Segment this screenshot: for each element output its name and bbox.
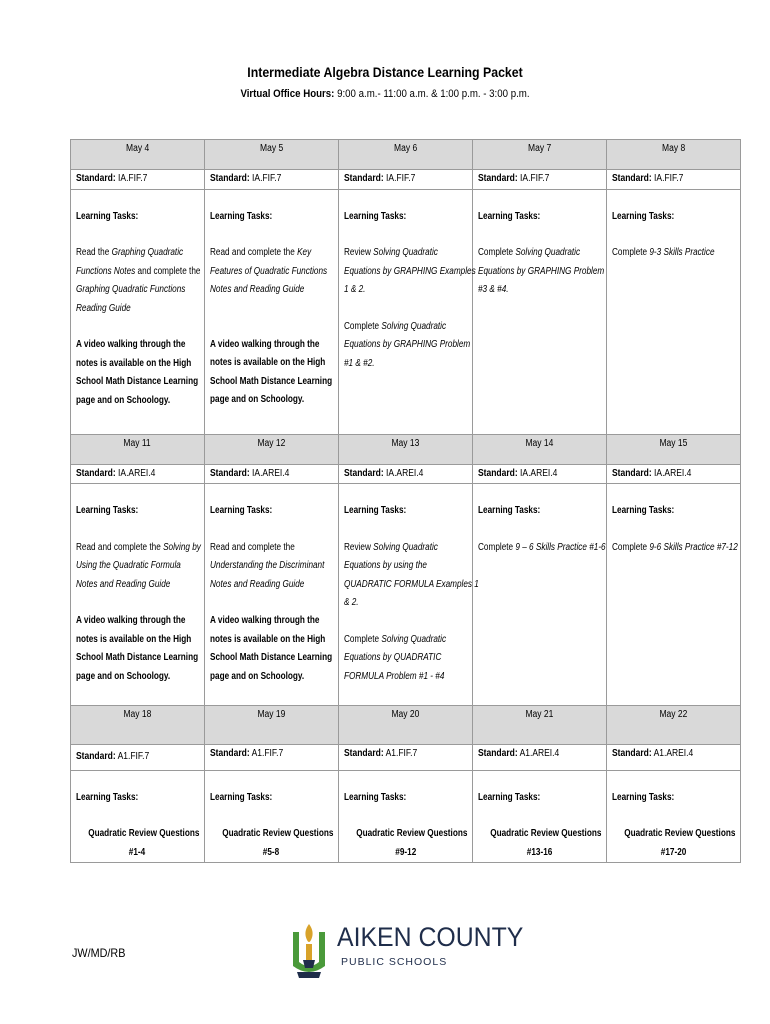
standard-cell: Standard: IA.FIF.7 <box>205 170 339 190</box>
torch-icon <box>287 918 331 980</box>
day-header: May 20 <box>339 706 473 745</box>
standard-cell: Standard: A1.FIF.7 <box>339 745 473 771</box>
logo-subtitle: PUBLIC SCHOOLS <box>341 956 448 968</box>
standard-cell: Standard: IA.FIF.7 <box>607 170 741 190</box>
standard-cell: Standard: IA.FIF.7 <box>339 170 473 190</box>
day-header-row <box>71 434 741 464</box>
tasks-cell: Learning Tasks: Read and complete the Understanding the Discriminant Notes and Reading Guide A video walking through the notes is available on the High School Math Distance Learning page and on Schoology. <box>205 484 339 706</box>
standard-cell: Standard: IA.FIF.7 <box>71 170 205 190</box>
tasks-row <box>71 770 741 863</box>
day-header: May 18 <box>71 706 205 745</box>
tasks-row <box>71 189 741 434</box>
tasks-cell: Learning Tasks: Quadratic Review Questions #17-20 <box>607 770 741 863</box>
aiken-county-logo <box>287 918 524 980</box>
author-initials: JW/MD/RB <box>72 946 126 960</box>
day-header: May 4 <box>71 140 205 170</box>
office-hours: Virtual Office Hours: 9:00 a.m.- 11:00 a.m. & 1:00 p.m. - 3:00 p.m. <box>240 88 530 100</box>
day-header: May 13 <box>339 434 473 464</box>
standard-cell: Standard: IA.AREI.4 <box>71 464 205 484</box>
standard-cell: Standard: A1.AREI.4 <box>607 745 741 771</box>
tasks-cell: Learning Tasks: Quadratic Review Questions #9-12 <box>339 770 473 863</box>
tasks-cell: Learning Tasks: Read the Graphing Quadratic Functions Notes and complete the Graphing Quadratic Functions Reading Guide A video walking through the notes is available on the High School Math Distance Learning page and on Schoology. <box>71 189 205 434</box>
tasks-cell: Learning Tasks: Read and complete the Key Features of Quadratic Functions Notes and Reading Guide A video walking through the notes is available on the High School Math Distance Learning page and on Schoology. <box>205 189 339 434</box>
day-header: May 14 <box>473 434 607 464</box>
day-header: May 19 <box>205 706 339 745</box>
page-title: Intermediate Algebra Distance Learning Packet <box>247 64 523 80</box>
day-header: May 21 <box>473 706 607 745</box>
tasks-cell: Learning Tasks: Complete 9 – 6 Skills Practice #1-6 <box>473 484 607 706</box>
day-header: May 8 <box>607 140 741 170</box>
standard-row <box>71 170 741 190</box>
tasks-cell: Learning Tasks: Review Solving Quadratic Equations by using the QUADRATIC FORMULA Examples 1 & 2. Complete Solving Quadratic Equations by QUADRATIC FORMULA Problem #1 - #4 <box>339 484 473 706</box>
tasks-cell: Learning Tasks: Complete Solving Quadratic Equations by GRAPHING Problem #3 & #4. <box>473 189 607 434</box>
tasks-cell: Learning Tasks: Quadratic Review Questions #1-4 <box>71 770 205 863</box>
day-header: May 15 <box>607 434 741 464</box>
standard-cell: Standard: A1.AREI.4 <box>473 745 607 771</box>
standard-cell: Standard: A1.FIF.7 <box>205 745 339 771</box>
day-header: May 5 <box>205 140 339 170</box>
tasks-cell: Learning Tasks: Quadratic Review Questions #5-8 <box>205 770 339 863</box>
tasks-cell: Learning Tasks: Complete 9-6 Skills Practice #7-12 <box>607 484 741 706</box>
standard-cell: Standard: IA.FIF.7 <box>473 170 607 190</box>
standard-cell: Standard: IA.AREI.4 <box>473 464 607 484</box>
standard-row <box>71 745 741 771</box>
standard-cell: Standard: A1.FIF.7 <box>71 745 205 771</box>
day-header: May 12 <box>205 434 339 464</box>
tasks-cell: Learning Tasks: Quadratic Review Questions #13-16 <box>473 770 607 863</box>
day-header: May 7 <box>473 140 607 170</box>
day-header-row <box>71 706 741 745</box>
tasks-row <box>71 484 741 706</box>
tasks-cell: Learning Tasks: Complete 9-3 Skills Practice <box>607 189 741 434</box>
day-header-row <box>71 140 741 170</box>
logo-title: AIKEN COUNTY <box>337 922 524 952</box>
tasks-cell: Learning Tasks: Read and complete the Solving by Using the Quadratic Formula Notes and Reading Guide A video walking through the notes is available on the High School Math Distance Learning page and on Schoology. <box>71 484 205 706</box>
day-header: May 6 <box>339 140 473 170</box>
tasks-cell: Learning Tasks: Review Solving Quadratic Equations by GRAPHING Examples 1 & 2. Complete Solving Quadratic Equations by GRAPHING Problem #1 & #2. <box>339 189 473 434</box>
schedule-table <box>70 139 741 863</box>
standard-cell: Standard: IA.AREI.4 <box>205 464 339 484</box>
standard-cell: Standard: IA.AREI.4 <box>607 464 741 484</box>
day-header: May 11 <box>71 434 205 464</box>
day-header: May 22 <box>607 706 741 745</box>
standard-row <box>71 464 741 484</box>
standard-cell: Standard: IA.AREI.4 <box>339 464 473 484</box>
